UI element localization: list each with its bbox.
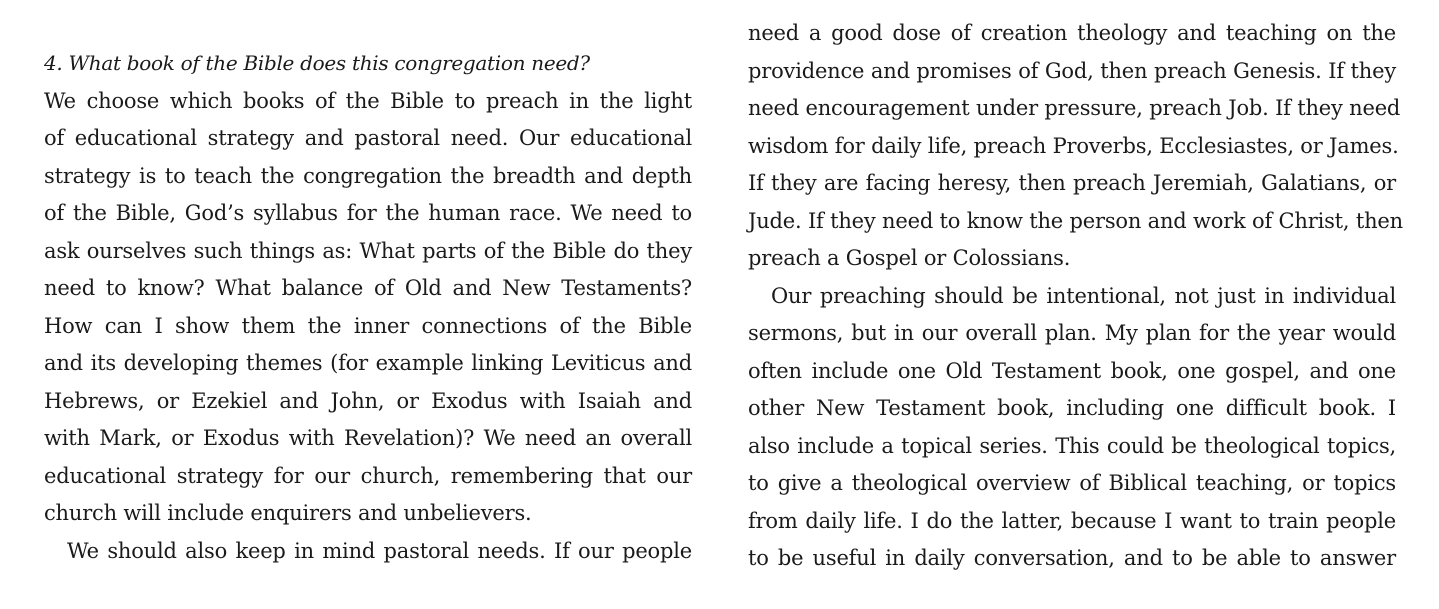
text-line: Hebrews, or Ezekiel and John, or Exodus with Isaiah and (44, 388, 692, 413)
text-line: of the Bible, God’s syllabus for the human race. We need to (44, 201, 692, 225)
text-line: ask ourselves such things as: What parts of the Bible do they (44, 238, 692, 263)
text-line: of educational strategy and pastoral need. Our educational (44, 126, 692, 150)
text-line: educational strategy for our church, remembering that our (44, 463, 692, 488)
text-line: We choose which books of the Bible to preach in the light (44, 88, 692, 113)
text-line: other New Testament book, including one difficult book. I (748, 396, 1396, 420)
text-line: often include one Old Testament book, one gospel, and one (748, 358, 1396, 383)
text-line: providence and promises of God, then preach Genesis. If they (748, 58, 1396, 83)
text-line: How can I show them the inner connections of the Bible (44, 313, 692, 338)
text-line: wisdom for daily life, preach Proverbs, Ecclesiastes, or James. (748, 133, 1399, 158)
text-line: Our preaching should be intentional, not just in individual (771, 283, 1396, 308)
text-line: preach a Gospel or Colossians. (748, 246, 1071, 270)
right-column (748, 15, 1403, 578)
text-line: and its developing themes (for example linking Leviticus and (44, 351, 692, 375)
text-line: with Mark, or Exodus with Revelation)? We need an overall (44, 426, 692, 450)
text-line: need a good dose of creation theology and teaching on the (748, 21, 1396, 45)
text-line: church will include enquirers and unbelievers. (44, 501, 532, 525)
text-line: strategy is to teach the congregation the breadth and depth (44, 163, 692, 188)
text-line: If they are facing heresy, then preach Jeremiah, Galatians, or (748, 171, 1396, 195)
text-line: from daily life. I do the latter, because I want to train people (748, 508, 1396, 533)
text-line: sermons, but in our overall plan. My plan for the year would (748, 321, 1396, 345)
text-line: to give a theological overview of Biblical teaching, or topics (748, 471, 1396, 495)
section-heading: 4. What book of the Bible does this congregation need? (44, 51, 590, 75)
text-line: also include a topical series. This could be theological topics, (748, 433, 1396, 458)
left-column (44, 45, 692, 570)
text-line: to be useful in daily conversation, and to be able to answer (748, 546, 1396, 570)
text-line: We should also keep in mind pastoral needs. If our people (67, 538, 692, 563)
text-line: Jude. If they need to know the person and work of Christ, then (748, 208, 1403, 233)
text-line: need to know? What balance of Old and New Testaments? (44, 276, 692, 300)
text-line: need encouragement under pressure, preach Job. If they need (748, 96, 1401, 120)
